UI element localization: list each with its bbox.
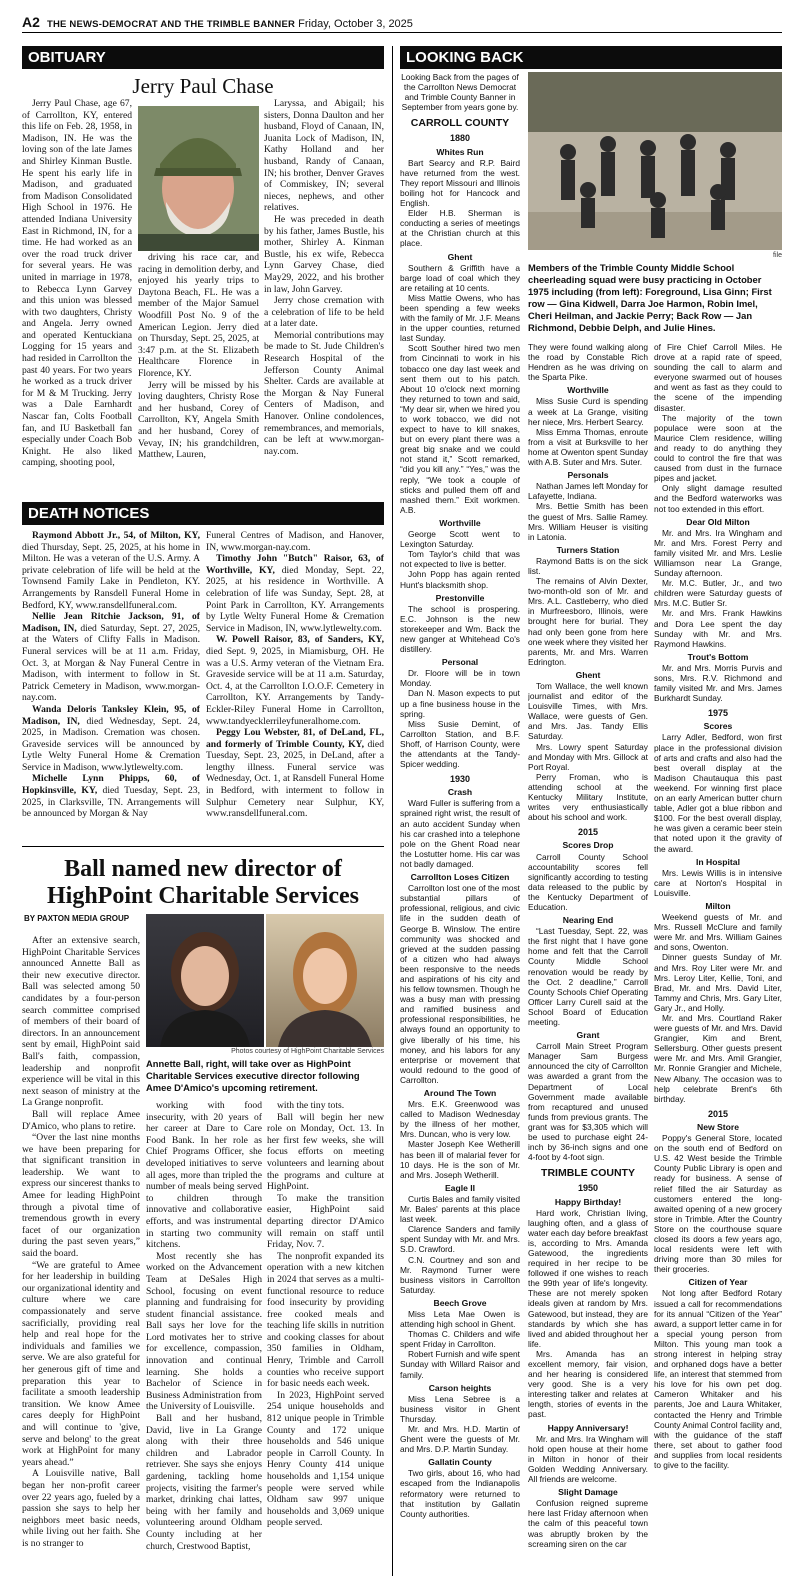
news-item: The school is prospering. E.C. Johnson is the new storekeeper and Wm. Back the new ganger at Whitehead Co's distillery.	[400, 603, 520, 655]
item-heading: Milton	[705, 900, 731, 911]
death-notice	[22, 704, 200, 774]
article-byline: BY PAXTON MEDIA GROUP	[24, 914, 130, 923]
paragraph: After an extensive search, HighPoint Charitable Services announced Annette Ball as their new executive director. Ball was selected among 50 candidates by a four-person search committee comprised of members of their board of directors. In an announcement sent by email, HighPoint said Ball's faith, compassion, leadership and nonprofit experience will be vital in this next season of ministry at the La Grange nonprofit.	[22, 935, 140, 1109]
decedent-name: Nellie Jean Ritchie Jackson, 91, of Madison, IN,	[22, 611, 200, 634]
looking-back-section-header: LOOKING BACK	[400, 46, 782, 69]
page-folio	[22, 14, 782, 33]
news-item: Elder H.B. Sherman is conducting a series of meetings at the Christian church at this place.	[400, 208, 520, 249]
news-item: Scott Souther hired two men from Cincinnati to work in his tobacco one day last week and sent them out to his patch. About 10 o'clock next morning they returned to town and said, “My dear sir, when we hired you to work tobacco, we did not expect to have to kill snakes, but on every plant there was a great big snake and we could not stand it,” Scott remarked, “did you kill any.” “Yes,” was the reply, “We took a couple of sticks and pulled them off and mashed them.” Exit workmen. A.B.	[400, 343, 520, 515]
paragraph: A Louisville native, Ball began her non-profit career over 22 years ago, fueled by a passion she says to help her neighbors meet basic needs, while living out her faith. She is no stranger to	[22, 1468, 140, 1549]
news-item: Mr. and Mrs. Frank Hawkins and Dora Lee spent the day Sunday with Mr. and Mrs. Raymond Hawkins.	[654, 608, 782, 649]
notice-text: died Monday, Sept. 22, 2025, at his residence in Worthville. A celebration of life was Sunday, Sept. 28, at Point Park in Carrollton, KY. Arrangements by Lytle Welty Funeral Home & Cremation Service in Madison, IN, www.lytlewelty.com.	[206, 564, 384, 634]
news-item: C.N. Courtney and son and Mr. Raymond Turner were business visitors in Carrollton Saturday.	[400, 1254, 520, 1295]
item-heading: Ghent	[575, 669, 601, 680]
photo-amee-damico	[266, 914, 384, 1047]
year-heading: 1950	[577, 1183, 599, 1194]
item-heading: Prestonville	[435, 592, 485, 603]
publication-name: THE NEWS-DEMOCRAT AND THE TRIMBLE BANNER	[46, 19, 296, 30]
item-heading: Scores	[703, 721, 733, 732]
news-item: Clarence Sanders and family spent Sunday with Mr. and Mrs. S.D. Crawford.	[400, 1224, 520, 1255]
item-heading: Happy Anniversary!	[547, 1422, 629, 1433]
item-heading: Carson heights	[428, 1382, 492, 1393]
news-item: Weekend guests of Mr. and Mrs. Russell McClure and family were Mr. and Mrs. William Gaines and sons, Owenton.	[654, 912, 782, 953]
death-notice	[22, 611, 200, 704]
section-divider	[22, 846, 384, 847]
paragraph: Ball will replace Amee D'Amico, who plans to retire.	[22, 1108, 140, 1132]
article-column-2	[146, 1100, 262, 1575]
item-heading: Ghent	[447, 251, 473, 262]
death-notice	[206, 634, 384, 727]
paragraph: Ball will begin her new role on Monday, Oct. 13. In her first few weeks, she will focus efforts on meeting volunteers and learning about the programs and culture at HighPoint.	[267, 1111, 384, 1193]
article-column-3	[267, 1100, 384, 1575]
news-item: Miss Emma Thomas, enroute from a visit at Burksville to her home at Owenton spent Sunday with A.B. Suter and Mrs. Suter.	[528, 426, 648, 468]
news-item: Two girls, about 16, who had escaped from the Indianapolis reformatory were returned to that institution by Gallatin County authorities.	[400, 1468, 520, 1519]
news-item: Thomas C. Childers and wife spent Friday in Carrollton.	[400, 1329, 520, 1350]
looking-back-column-2	[528, 342, 648, 1576]
news-item: Carrollton lost one of the most substantial pillars of professional, religious, and civic life in the sudden death of George B. Winslow. The entire community was shocked and grieved at the sudden passing of a citizen who had always been responsive to the needs and aspirations of his city and his fellow townsmen. Though he was a busy man with pressing and ramified business and professional responsibilities, he always found an opportunity to give liberally of his time, his money, and his labors for any enterprise or movement that would redound to the good of Carrollton.	[400, 883, 520, 1085]
decedent-name: Peggy Lou Webster, 81, of DeLand, FL, and formerly of Trimble County, KY,	[206, 727, 384, 750]
obituary-section-header: OBITUARY	[22, 46, 384, 69]
paragraph: “We are grateful to Amee for her leadership in building our organizational identity and culture where we care compassionately and serve sacrificially, providing real help and real hope for the individuals and families we serve. We are also grateful for her generous gift of time and preparation this year to facilitate a smooth leadership transition. We know Amee cares deeply for HighPoint and will continue to 'give, serve and belong' to the great work at HighPoint for many years ahead.”	[22, 1259, 140, 1468]
item-heading: Grant	[576, 1030, 600, 1041]
news-item: Tom Taylor's child that was not expected to live is better.	[400, 549, 520, 570]
decedent-name: Timothy John "Butch" Raisor, 63, of Worthville, KY,	[206, 553, 384, 576]
item-heading: Personal	[441, 657, 479, 668]
item-heading: Crash	[447, 787, 473, 798]
news-item: They were found walking along the road by Constable Rich Hendren as he was driving on the Sparta Pike.	[528, 342, 648, 383]
news-item: The majority of the town populace were soon at the Maurice Clem residence, willing and ready to do anything they could to control the fire that was caused from dust in the furnace pipes and jacket.	[654, 412, 782, 484]
county-heading: TRIMBLE COUNTY	[541, 1167, 635, 1180]
news-item: Dr. Floore will be in town Monday.	[400, 668, 520, 689]
news-item: Only slight damage resulted and the Bedford waterworks was not too extended in this effort.	[654, 483, 782, 514]
news-item: Not long after Bedford Rotary issued a call for recommendations for its annual “Citizen of the Year” award, a support letter came in for a special young person from Milton. This young man took a strong interest in helping stray and orphaned dogs have a better life, an interest that stemmed from his love for his own pet dog. Cameron Whitaker and his parents, Joe and Laura Whitaker, contacted the Henry and Trimble County Animal Control facility and, with the guidance of the staff there, set about to gather food and supplies from local residents to give to the facility.	[654, 1288, 782, 1471]
item-heading: Scores Drop	[562, 840, 614, 851]
obituary-column-2	[138, 252, 259, 496]
year-heading: 2015	[577, 827, 599, 838]
paragraph: with the tiny tots.	[277, 1100, 345, 1111]
death-notice	[206, 553, 384, 634]
news-item: The remains of Alvin Dexter, two-month-old son of Mr. and Mrs. A.L. Castleberry, who died in Murfreesboro, Illinois, were brought here for burial. They had only been gone from here one week where they visited her parents, Mr. and Mrs. Warren Edrington.	[528, 576, 648, 667]
notice-text: died Saturday, Sept. 27, 2025, at the Waters of Clifty Falls in Madison. Funeral services will be at 11 a.m. Friday, Oct. 3, at Morgan & Nay Funeral Centre in Madison, with interment to follow in St. Patrick Cemetery in Madison, www.morgan-nay.com.	[22, 622, 200, 704]
news-item: Perry Froman, who is attending school at the Kentucky Military Institute, writes very enthusiastically about his school and work.	[528, 771, 648, 823]
news-item: Mrs. E.K. Greenwood was called to Madison Wednesday by the illness of her mother, Mrs. Duncan, who is very low.	[400, 1099, 520, 1140]
paragraph: “Over the last nine months we have been preparing for that significant transition in leadership. We want to express our sincerest thanks to Amee for leading HighPoint through a pivotal time of tremendous growth in every facet of our organization during the past seven years,” said the board.	[22, 1132, 140, 1260]
paragraph: Jerry Paul Chase, age 67, of Carrollton, KY, entered this life on Feb. 28, 1958, in Madison, IN. He was the loving son of the late James and Shirley Kinman Bustle. He spent his early life in Madison, and graduated from Madison Consolidated High School in 1976. He attended Indiana University East in Richmond, IN, for a time. He had worked as an over the road truck driver for several years. He was united in marriage in 1978, to Rebecca Lynn Garvey and this union was blessed with two daughters, Christy and Angela. Jerry owned and operated Kentuckiana Logging for 15 years and had resided in Carrollton the past 40 years. For two years he worked as a truck driver for M & M Trucking. Jerry was a Dale Earnhardt Nascar fan, Colts Football fan, and IU Basketball fan especially under Coach Bob Knight. He also liked camping, shooting pool,	[22, 98, 132, 469]
news-item: Miss Mattie Owens, who has been spending a few weeks with the family of Mr. J.F. Means in the upper counties, returned last Sunday.	[400, 292, 520, 344]
item-heading: Around The Town	[423, 1088, 497, 1098]
death-notice	[22, 530, 200, 611]
news-item: of Fire Chief Carroll Miles. He drove at a rapid rate of speed, sounding the call to alarm and everyone swarmed out of houses and went as fast as they could to the scene of the impending disaster.	[654, 342, 782, 413]
paragraph: Most recently she has worked on the Advancement Team at DeSales High School, focusing on event planning and fundraising for student financial assistance. Ball says her love for the Lord motivates her to strive for excellence, compassion, innovation and continual learning. She holds a Bachelor of Science in Business Administration from the University of Louisville.	[146, 1250, 262, 1413]
looking-back-photo-caption: Members of the Trimble County Middle School cheerleading squad were busy practicing in October 1975 including (from left): Foreground, Lisa Ginn; First row — Gina Kidwell, Darra Joe Harmon, Robin Imel, Cheri Heilman, and Jackie Perry; Back Row — Jan Richmond, Debbie Delph, and Julie Hines.	[528, 262, 772, 333]
notice-text: died Tuesday, Sept. 23, 2025, in Clarksville, TN. Arrangements will be announced by Morgan & Nay	[22, 785, 200, 820]
news-item: “Last Tuesday, Sept. 22, was the first night that I have gone home and felt that the Carroll County Middle School renovation would be ready by the Oct. 2 deadline,” Carroll County Schools Chief Operating Officer Larry Curell said at the School Board of Education meeting.	[528, 926, 648, 1027]
notice-text: died Sept. 9, 2025, in Miamisburg, OH. He was a U.S. Army veteran of the Vietnam Era. Graveside service will be at 11 a.m. Saturday, Oct. 4, at the Carrollton I.O.O.F. Cemetery in Carrollton, KY. Arrangements by Tandy-Eckler-Riley Funeral Home in Carrollton, www.tandyecklerrileyfuneralhome.com.	[206, 645, 384, 727]
news-item: Master Joseph Kee Wetherill has been ill of malarial fever for 10 days. He is the son of Mr. and Mrs. Joseph Wetherill.	[400, 1139, 520, 1180]
photo-annette-ball	[146, 914, 264, 1047]
news-item: Southern & Griffith have a barge load of coal which they are retailing at 10 cents.	[400, 262, 520, 293]
item-heading: Nearing End	[562, 915, 614, 926]
notice-text: died Wednesday, Sept. 24, 2025, in Madison. Cremation was chosen. Graveside services will be announced by Lytle Welty Funeral Home & Cremation Service in Madison, www.lytlewelty.com.	[22, 715, 200, 773]
news-item: Dan N. Mason expects to put up a fine business house in the spring.	[400, 688, 520, 719]
item-heading: Whites Run	[436, 146, 484, 157]
item-heading: Personals	[567, 470, 609, 481]
news-item: Mr. and Mrs. Morris Purvis and sons, Mrs. R.V. Richmond and family visited Mr. and Mrs. James Burkhardt Sunday.	[654, 662, 782, 704]
news-item: George Scott went to Lexington Saturday.	[400, 529, 520, 550]
paragraph: Ball and her husband, David, live in La Grange along with their three children and Labrador retriever. She says she enjoys gardening, tackling home projects, visiting the farmer's market, drinking chai lattes, being with her family and volunteering around Oldham County including at her church, Crestwood Baptist,	[146, 1413, 262, 1552]
news-item: Dinner guests Sunday of Mr. and Mrs. Roy Liter were Mr. and Mrs. Leroy Liter, Kellie, Toni, and Brad, Mr. and Mrs. David Liter, Tammy and Chris, Mrs. Gary Liter, Gary Jr., and Holly.	[654, 952, 782, 1013]
news-item: Carroll County School accountability scores fell significantly according to testing data released to the public by the Kentucky Department of Education.	[528, 851, 648, 912]
news-item: Mrs. Bettie Smith has been the guest of Mrs. Sallie Ramey. Mrs. William Heuser is visiting in Latonia.	[528, 501, 648, 542]
notice-text: died Thursday, Sept. 25, 2025, at his home in Milton. He was a veteran of the U.S. Army. A private celebration of life will be held at the Townsend Family Lake in Pendleton, KY. Arrangements by Ransdell Funeral Home in Bedford, KY, www.ransdellfuneral.com.	[22, 541, 200, 611]
year-heading: 2015	[707, 1108, 729, 1119]
paragraph: To make the transition easier, HighPoint said departing director D'Amico will remain on staff until Friday, Nov. 7.	[267, 1192, 384, 1251]
paragraph: Jerry will be missed by his loving daughters, Christy Rose and her husband, Corey of Carrollton, KY, Angela Smith and her husband, Corey of Vevay, IN; his grandchildren, Matthew, Lauren,	[138, 379, 259, 461]
year-heading: 1930	[449, 774, 471, 785]
item-heading: Beech Grove	[433, 1297, 487, 1308]
news-item: Bart Searcy and R.P. Baird have returned from the west. They report Missouri and Illinois boiling hot for Hancock and English.	[400, 157, 520, 209]
county-heading: CARROLL COUNTY	[410, 117, 510, 130]
death-notices-column-2	[206, 530, 384, 840]
decedent-name: Michelle Lynn Phipps, 60, of Hopkinsville, KY,	[22, 773, 200, 797]
item-heading: Worthville	[567, 385, 609, 396]
item-heading: Happy Birthday!	[554, 1196, 622, 1207]
issue-date: Friday, October 3, 2025	[298, 18, 413, 30]
paragraph: The nonprofit expanded its operation with a new kitchen in 2024 that serves as a multi-functional resource to reduce food insecurity by providing free cooked meals and teaching life skills in nutrition and cooking classes for about 350 families in Oldham, Henry, Trimble and Carroll counties who receive support for basic needs each week.	[267, 1250, 384, 1390]
news-item: Miss Lena Sebree is a business visitor in Ghent Thursday.	[400, 1393, 520, 1424]
portrait-illustration	[138, 106, 259, 251]
item-heading: Turners Station	[556, 544, 620, 555]
article-column-1	[22, 935, 140, 1575]
news-item: John Popp has again rented Hunt's blacksmith shop.	[400, 569, 520, 590]
article-headline: Ball named new director of HighPoint Charitable Services	[47, 856, 359, 909]
obituary-column-3	[264, 98, 384, 496]
page-number: A2	[22, 14, 40, 30]
paragraph: He was preceded in death by his father, James Bustle, his mother, Shirley A. Kinman Bustle, his ex wife, Rebecca Lynn Garvey Chase, died May29, 2022, and his brother in law, John Garvey.	[264, 213, 384, 295]
item-heading: Worthville	[439, 517, 481, 528]
paragraph: driving his race car, and racing in demolition derby, and enjoyed his yearly trips to Daytona Beach, FL. He was a member of the Major Samuel Woodfill Post No. 9 of the American Legion. Jerry died on Thursday, Sept. 25, 2025, at 3:47 p.m. at the St. Elizabeth Healthcare Florence in Florence, KY.	[138, 252, 259, 379]
cheerleaders-illustration	[528, 72, 782, 250]
looking-back-photo	[528, 72, 782, 250]
looking-back-photo-credit: file	[773, 252, 782, 259]
news-item: Miss Susie Curd is spending a week at La Grange, visiting her niece, Mrs. Herbert Searcy.	[528, 396, 648, 427]
year-heading: 1880	[449, 133, 471, 144]
article-photo-credit: Photos courtesy of HighPoint Charitable Services	[231, 1048, 384, 1055]
news-item: Mr. and Mrs. Ira Wingham will hold open house at their home in Milton in honor of their Golden Wedding Anniversary. All friends are welcome.	[528, 1433, 648, 1485]
item-heading: In Hospital	[696, 856, 740, 867]
news-item: Miss Leta Mae Owen is attending high school in Ghent.	[400, 1308, 520, 1330]
news-item: Mrs. Lewis Willis is in intensive care at Norton's Hospital in Louisville.	[654, 867, 782, 898]
notice-continuation: Funeral Centres of Madison, and Hanover, IN, www.morgan-nay.com.	[206, 530, 384, 553]
news-item: Carroll Main Street Program Manager Sam Burgess announced the city of Carrollton was awarded a grant from the Department of Local Government made available from recaptured and unused funds from previous grants. The grant was for $3,305 which will be used to purchase eight 24-inch by 36-inch signs and one 4-foot by 4-foot sign.	[528, 1041, 648, 1163]
paragraph: In 2023, HighPoint served 254 unique households and 812 unique people in Trimble County and 172 unique households and 546 unique people in Carroll County. In Henry County 414 unique households and 1,154 unique people were served while Oldham saw 997 unique households and 3,069 unique people served.	[267, 1389, 384, 1529]
year-heading: 1975	[707, 708, 729, 719]
item-heading: New Store	[696, 1121, 740, 1132]
death-notice	[22, 773, 200, 819]
item-heading: Eagle II	[444, 1182, 476, 1193]
looking-back-column-3	[654, 342, 782, 1576]
news-item: Curtis Bales and family visited Mr. Bales' parents at this place last week.	[400, 1193, 520, 1225]
news-item: Robert Furnish and wife spent Sunday with Willard Raisor and family.	[400, 1349, 520, 1380]
item-heading: Trout's Bottom	[687, 651, 749, 662]
item-heading: Dear Old Milton	[686, 516, 750, 527]
page-column-divider	[392, 46, 393, 1576]
news-item: Mr. M.C. Butler, Jr., and two children were Saturday guests of Mrs. M.C. Butler Sr.	[654, 578, 782, 609]
article-photo-caption: Annette Ball, right, will take over as HighPoint Charitable Services executive director following Amee D'Amico's upcoming retirement.	[146, 1058, 360, 1093]
obituary-photo	[138, 106, 259, 251]
news-item: Tom Wallace, the well known journalist and editor of the Louisville Times, with Mrs. Wallace, were guests of Gen. and Mrs. Jas. Tandy Ellis Saturday.	[528, 681, 648, 742]
item-heading: Slight Damage	[558, 1487, 618, 1498]
looking-back-intro: Looking Back from the pages of the Carrollton News Democrat and Trimble County Banner in September from years gone by.	[401, 72, 519, 113]
article-photos	[146, 914, 384, 1047]
notice-text: died Tuesday, Sept. 23, 2025, in DeLand, after a lengthy illness. Funeral service was Wednesday, Oct. 1, at Ransdell Funeral Home in Bedford, with interment to follow in Sulphur Cemetery near Sulphur, KY, www.ransdellfuneral.com.	[206, 738, 384, 820]
death-notice	[206, 727, 384, 820]
paragraph: Laryssa, and Abigail; his sisters, Donna Daulton and her husband, Floyd of Canaan, IN, Juanita Lock of Madison, IN, Kathy Holland and her husband, Randy of Canaan, IN; his brother, Denver Graves of Commiskey, IN; several nieces, nephews, and other relatives.	[264, 98, 384, 214]
paragraph: Memorial contributions may be made to St. Jude Children's Research Hospital of the Jefferson County Animal Shelter. Cards are available at the Morgan & Nay Funeral Centers of Madison, and Hanover. Online condolences, remembrances, and memorials, can be left at www.morgan-nay.com.	[264, 329, 384, 457]
news-item: Mr. and Mrs. H.D. Martin of Ghent were the guests of Mr. and Mrs. D.P. Martin Sunday.	[400, 1424, 520, 1455]
obituary-column-1	[22, 98, 132, 496]
decedent-name: Raymond Abbott Jr., 54, of Milton, KY,	[32, 530, 200, 541]
item-heading: Carrollton Loses Citizen	[410, 872, 510, 883]
looking-back-column-1	[400, 72, 520, 1576]
news-item: Mrs. Lowry spent Saturday and Monday with Mrs. Gillock at Port Royal.	[528, 741, 648, 772]
news-item: Mr. and Mrs. Ira Wingham and Mr. and Mrs. Forest Perry and family visited Mr. and Mrs. Leslie Williamson near La Grange, Sunday afternoon.	[654, 527, 782, 579]
death-notices-column-1	[22, 530, 200, 840]
decedent-name: Wanda Deloris Tanksley Klein, 95, of Madison, IN,	[22, 703, 200, 727]
news-item: Poppy's General Store, located on the south end of Bedford on U.S. 42 West beside the Trimble County Public Library is open and ready for business. A sense of relief filled the air Saturday as customers entered the long-awaited opening of a new grocery store in Trimble. After the Country Store on the courthouse square closed its doors a few years ago, local residents were left with driving more than 30 miles for their groceries.	[654, 1133, 782, 1275]
portrait-illustration	[146, 914, 264, 1047]
paragraph: working with food insecurity, with 20 years of her career at Dare to Care Food Bank. In her role as Chief Programs Officer, she developed initiatives to serve all ages, more than tripled the number of meals being served to children through innovative and collaborative efforts, and was instrumental in starting two community kitchens.	[146, 1100, 262, 1251]
news-item: Mrs. Amanda has an excellent memory, fair vision, and her hearing is considered very good. She is a very interesting talker and relates at length, stories of events in the past.	[528, 1348, 648, 1420]
news-item: Nathan James left Monday for Lafayette, Indiana.	[528, 481, 648, 502]
news-item: Confusion reigned supreme here last Friday afternoon when the calm of this peaceful town was abruptly broken by the screaming siren on the car	[528, 1498, 648, 1549]
news-item: Miss Susie Demint, of Carrollton Station, and B.F. Shoff, of Harrison County, were the attendants at the Tandy-Spicer wedding.	[400, 718, 520, 770]
item-heading: Gallatin County	[428, 1457, 492, 1468]
news-item: Raymond Batts is on the sick list.	[528, 555, 648, 576]
obituary-name: Jerry Paul Chase	[132, 74, 274, 98]
news-item: Mr. and Mrs. Courtland Raker were guests of Mr. and Mrs. David Grangier, Kim and Brent, Sellersburg. Other guests present were Mr. and Mrs. Amil Grangier, Mr. Ronnie Grangier and Michele, New Albany. The occasion was to help celebrate Brent's 6th birthday.	[654, 1013, 782, 1104]
news-item: Hard work, Christian living, laughing often, and a glass of water each day before breakfast is, according to Mrs. Amanda Gatewood, the ingredients required in her recipe to be followed if one wishes to reach the 99th year of life's longevity. These are not merely spoken ideals given at random by Mrs. Gatewood, but instead, they are standards by which she has lived and abided throughout her life.	[528, 1207, 648, 1349]
portrait-illustration	[266, 914, 384, 1047]
paragraph: Jerry chose cremation with a celebration of life to be held at a later date.	[264, 295, 384, 330]
decedent-name: W. Powell Raisor, 83, of Sanders, KY,	[216, 634, 384, 646]
news-item: Larry Adler, Bedford, won first place in the professional division of arts and crafts and also had the best overall display at the Madison Chautauqua this past weekend. For winning first place on an early American butter churn table, Adler got a blue ribbon and $100. For the best overall display, he was given a ceramic beer stein that noted upon it the gravity of the award.	[654, 732, 782, 854]
item-heading: Citizen of Year	[688, 1277, 748, 1288]
death-notices-section-header: DEATH NOTICES	[22, 502, 384, 525]
news-item: Ward Fuller is suffering from a sprained right wrist, the result of an auto accident Sunday when his car crashed into a telephone pole on the Ghent Road near the Lostutter home. His car was not badly damaged.	[400, 798, 520, 869]
